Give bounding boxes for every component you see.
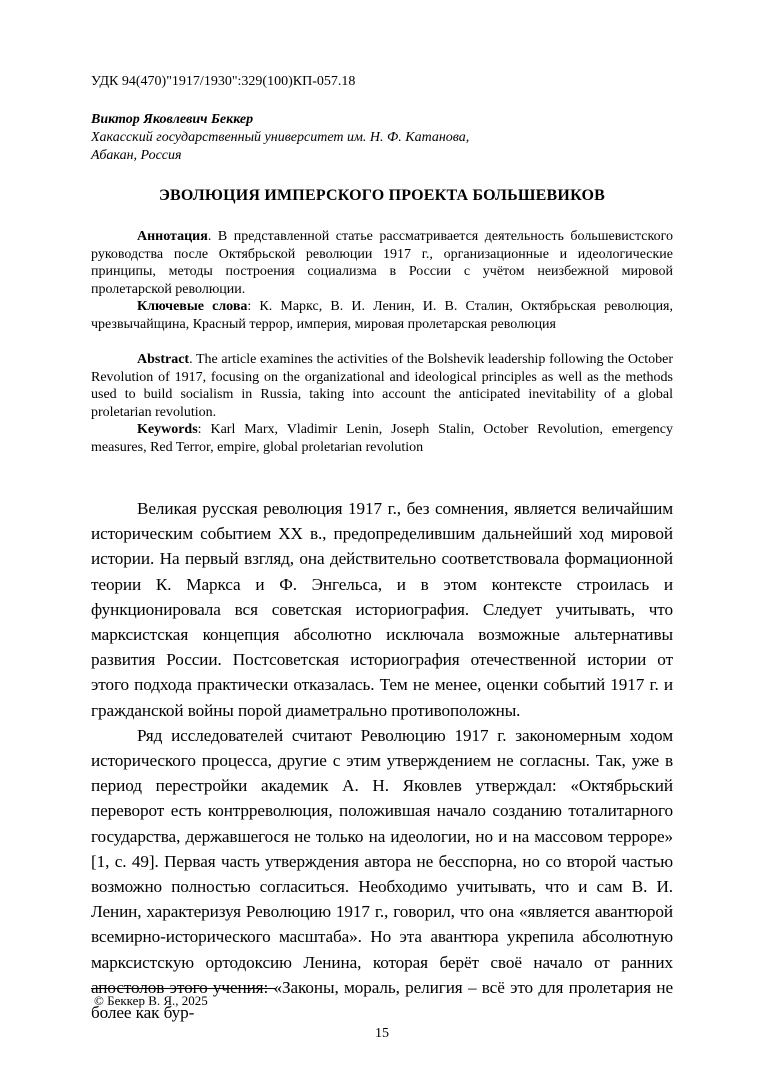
abstract-en-block: [91, 351, 673, 456]
abstract-en: [91, 351, 673, 421]
keywords-ru: [91, 298, 673, 333]
author-affiliation: Хакасский государственный университет им. Н. Ф. Катанова,: [91, 130, 470, 145]
body-paragraph-1: Великая русская революция 1917 г., без сомнения, является величайшим историческим событием XX в., предопределившим дальнейший ход мировой истории. На первый взгляд, она действительно соответствовала формационной теории К. Маркса и Ф. Энгельса, и в этом контексте строилась и функционировала вся советская историография. Следует учитывать, что марксистская концепция абсолютно исключала возможные альтернативы развития России. Постсоветская историография отечественной истории от этого подхода практически отказалась. Тем не менее, оценки событий 1917 г. и гражданской войны порой диаметрально противоположны.: [91, 499, 673, 720]
keywords-en-label: Keywords: [137, 422, 198, 437]
abstract-en-text: . The article examines the activities of the Bolshevik leadership following the October Revolution of 1917, focusing on the organizational and ideological principles as well as the methods used to build socialism in Russia, taking into account the anticipated inevitability of a global proletarian revolution.: [91, 352, 673, 420]
keywords-en: [91, 421, 673, 456]
footnote-divider: [91, 988, 275, 989]
author-name: Виктор Яковлевич Беккер: [91, 112, 254, 127]
abstract-ru: [91, 228, 673, 298]
abstract-en-label: Abstract: [137, 352, 190, 367]
author-block: [91, 111, 673, 165]
udk-code: УДК 94(470)"1917/1930":329(100)КП-057.18: [91, 74, 356, 89]
abstract-ru-label: Аннотация: [137, 229, 208, 244]
article-body: [91, 496, 673, 1025]
page-number: 15: [375, 1026, 389, 1041]
keywords-ru-text: : К. Маркс, В. И. Ленин, И. В. Сталин, Октябрьская революция, чрезвычайщина, Красный террор, империя, мировая пролетарская революция: [91, 299, 673, 332]
keywords-en-text: : Karl Marx, Vladimir Lenin, Joseph Stalin, October Revolution, emergency measures, Red Terror, empire, global proletarian revolution: [91, 422, 673, 455]
keywords-ru-label: Ключевые слова: [137, 299, 248, 314]
body-paragraph-2: Ряд исследователей считают Революцию 1917 г. закономерным ходом исторического процесса, другие с этим утверждением не согласны. Так, уже в период перестройки академик А. Н. Яковлев утверждал: «Октябрьский переворот есть контрреволюция, положившая начало созданию тоталитарного государства, державшегося не только на идеологии, но и на массовом терроре» [1, с. 49]. Первая часть утверждения автора не бесспорна, но со второй частью возможно полностью согласиться. Необходимо учитывать, что и сам В. И. Ленин, характеризуя Революцию 1917 г., говорил, что она «является авантюрой всемирно-исторического масштаба». Но эта авантюра укрепила абсолютную марксистскую ортодоксию Ленина, которая берёт своё начало от ранних апостолов этого учения: «Законы, мораль, религия – всё это для пролетария не более как бур-: [91, 725, 673, 1023]
author-location: Абакан, Россия: [91, 148, 182, 163]
copyright-footnote: © Беккер В. Я., 2025: [94, 993, 208, 1008]
abstract-ru-text: . В представленной статье рассматривается деятельность большевистского руководства после Октябрьской революции 1917 г., организационные и идеологические принципы, методы построения социализма в России с учётом неизбежной мировой пролетарской революции.: [91, 229, 673, 297]
abstract-ru-block: [91, 228, 673, 333]
article-title: ЭВОЛЮЦИЯ ИМПЕРСКОГО ПРОЕКТА БОЛЬШЕВИКОВ: [159, 187, 605, 204]
